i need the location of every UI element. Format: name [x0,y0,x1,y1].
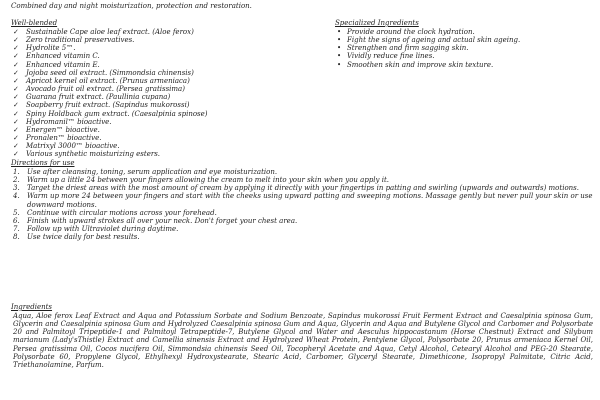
checkmark-icon: ✓ [13,142,19,151]
well-blended-list [13,28,208,159]
checkmark-icon: ✓ [13,68,19,77]
list-item: ✓ Apricot kernel oil extract. (Prunus armeniaca) [13,76,190,85]
checkmark-icon: ✓ [13,76,19,85]
directions-list [13,168,600,241]
bullet-icon: • [337,28,342,36]
list-item: ✓ Avocado fruit oil extract. (Persea gratissima) [13,85,185,94]
list-item: ✓ Various synthetic moisturizing esters. [13,150,161,159]
bullet-icon: • [337,36,342,45]
list-item: 8. Use twice daily for best results. [13,233,140,242]
bullet-icon: • [337,60,342,69]
checkmark-icon: ✓ [13,109,19,118]
checkmark-icon: ✓ [13,93,19,102]
checkmark-icon: ✓ [13,85,19,94]
list-item: ✓ Matrixyl 3000™ bioactive. [13,142,120,151]
list-item: ✓ Spiny Holdback gum extract. (Caesalpinia spinose) [13,109,208,118]
list-item: ✓ Pronalen™ bioactive. [13,134,102,143]
checkmark-icon: ✓ [13,52,19,61]
checkmark-icon: ✓ [13,60,19,69]
checkmark-icon: ✓ [13,101,19,110]
list-item: • Fight the signs of ageing and actual skin ageing. [337,36,521,45]
directions-heading: Directions for use [11,159,75,167]
specialized-heading: Specialized Ingredients [335,19,419,27]
checkmark-icon: ✓ [13,150,19,159]
list-item: ✓ Enhanced vitamin C. [13,52,100,61]
ingredients-heading: Ingredients [11,303,53,311]
bullet-icon: • [337,44,342,53]
checkmark-icon: ✓ [13,28,19,36]
list-item: • Smoothen skin and improve skin texture. [337,60,494,69]
ingredients-text: Aqua, Aloe ferox Leaf Extract and Aqua and Potassium Sorbate and Sodium Benzoate, Sapindus mukorossi Fruit Ferment Extract and Caesalpinia spinosa Gum, Glycerin and Caesalpinia spinosa Gum and Hydrolyzed Caesalpinia spinosa Gum and Aqua, Glycerin and Aqua and Butylene Glycol and Carbomer and Polysorbate 20 and Palmitoyl Tripeptide-1 and Palmitoyl Tetrapeptide-7, Butylene Glycol and Water and Aesculus hippocastanum (Horse Chestnut) Extract and Silybum marianum (Lady'sThistle) Extract and Camellia sinensis Extract and Hydrolyzed Wheat Protein, Pentylene Glycol, Polysorbate 20, Prunus armeniaca Kernel Oil, Persea gratissima Oil, Cocos nucifera Oil, Simmondsia chinensis Seed Oil, Tocopheryl Acetate and Aqua, Cetyl Alcohol, Cetearyl Alcohol and PEG-20 Stearate, Polysorbate 60, Propylene Glycol, Ethylhexyl Hydroxystearate, Stearic Acid, Carbomer, Glyceryl Stearate, Dimethicone, Isopropyl Palmitate, Citric Acid, Triethanolamine, Parfum. [13,312,593,369]
checkmark-icon: ✓ [13,117,19,126]
list-item: ✓ Jojoba seed oil extract. (Simmondsia chinensis) [13,68,194,77]
list-item: ✓ Energen™ bioactive. [13,125,100,134]
checkmark-icon: ✓ [13,44,19,53]
list-item: ✓ Hydromanil™ bioactive. [13,117,112,126]
list-item: • Vividly reduce fine lines. [337,52,435,61]
checkmark-icon: ✓ [13,134,19,143]
list-item: ✓ Enhanced vitamin E. [13,60,100,69]
list-item: 5. Continue with circular motions across your forehead. [13,208,217,217]
checkmark-icon: ✓ [13,36,19,45]
list-item: ✓ Zero traditional preservatives. [13,36,135,45]
specialized-list [337,28,520,69]
intro-text: Combined day and night moisturization, protection and restoration. [11,2,252,10]
list-item: • Provide around the clock hydration. [337,28,475,36]
list-item: 1. Use after cleansing, toning, serum application and eye moisturization. [13,168,278,176]
list-item: • Strengthen and firm sagging skin. [337,44,469,53]
checkmark-icon: ✓ [13,125,19,134]
bullet-icon: • [337,52,342,61]
list-item: 7. Follow up with Ultraviolet during daytime. [13,225,179,234]
list-item: 3. Target the driest areas with the most amount of cream by applying it directly with your fingertips in patting and swirling (upwards and outwards) motions. [13,184,579,193]
list-item: ✓ Guarana fruit extract. (Paullinia cupana) [13,93,171,102]
list-item: ✓ Soapberry fruit extract. (Sapindus mukorossi) [13,101,190,110]
list-item: ✓ Sustainable Cape aloe leaf extract. (Aloe ferox) [13,28,194,36]
list-item: 6. Finish with upward strokes all over your neck. Don't forget your chest area. [13,216,298,225]
well-blended-heading: Well-blended [11,19,58,27]
list-item: 2. Warm up a little 24 between your fingers allowing the cream to melt into your skin when you apply it. [13,176,390,185]
list-item: ✓ Hydrolite 5™. [13,44,76,53]
list-item: 4. Warm up more 24 between your fingers and start with the cheeks using upward patting and sweeping motions. Massage gently but never pull your skin or use downward motions. [13,192,593,209]
